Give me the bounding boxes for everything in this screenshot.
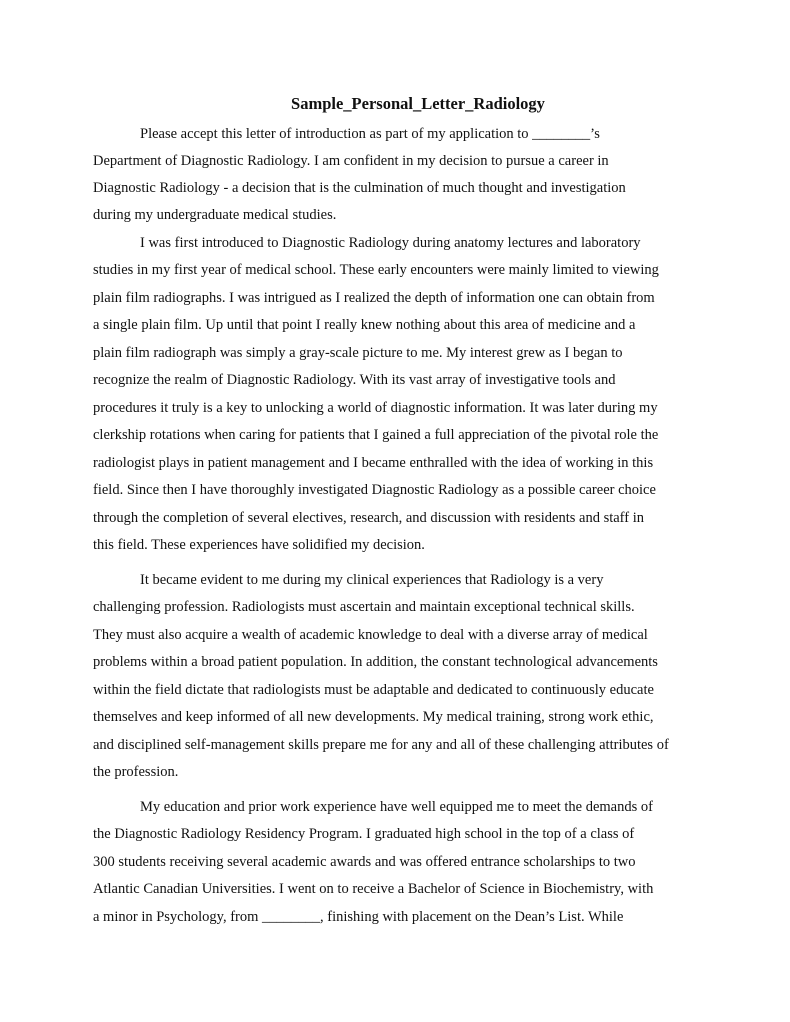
- paragraph-4-line-2: the Diagnostic Radiology Residency Program. I graduated high school in the top of a class of: [93, 826, 635, 842]
- paragraph-3-line-7: and disciplined self-management skills prepare me for any and all of these challenging attributes of: [93, 737, 669, 753]
- paragraph-3-line-6: themselves and keep informed of all new developments. My medical training, strong work ethic,: [93, 709, 654, 725]
- paragraph-2-line-10: field. Since then I have thoroughly investigated Diagnostic Radiology as a possible career choice: [93, 482, 656, 498]
- paragraph-2-line-11: through the completion of several electives, research, and discussion with residents and staff in: [93, 510, 644, 526]
- paragraph-4-line-5: a minor in Psychology, from ________, finishing with placement on the Dean’s List. While: [93, 909, 624, 925]
- paragraph-3-line-3: They must also acquire a wealth of academic knowledge to deal with a diverse array of medical: [93, 627, 648, 643]
- paragraph-1-line-3: Diagnostic Radiology - a decision that is the culmination of much thought and investigation: [93, 180, 626, 196]
- paragraph-3-line-4: problems within a broad patient population. In addition, the constant technological advancements: [93, 654, 658, 670]
- paragraph-4-line-1: My education and prior work experience have well equipped me to meet the demands of: [140, 799, 653, 815]
- paragraph-2-line-6: recognize the realm of Diagnostic Radiology. With its vast array of investigative tools and: [93, 372, 616, 388]
- paragraph-2-line-12: this field. These experiences have solidified my decision.: [93, 537, 425, 553]
- paragraph-1-line-2: Department of Diagnostic Radiology. I am confident in my decision to pursue a career in: [93, 153, 609, 169]
- paragraph-2-line-7: procedures it truly is a key to unlocking a world of diagnostic information. It was later during my: [93, 400, 658, 416]
- paragraph-3-line-8: the profession.: [93, 764, 179, 780]
- paragraph-1-line-1: Please accept this letter of introduction as part of my application to ________’s: [140, 126, 600, 142]
- paragraph-3-line-5: within the field dictate that radiologists must be adaptable and dedicated to continuously educate: [93, 682, 654, 698]
- paragraph-4-line-3: 300 students receiving several academic awards and was offered entrance scholarships to two: [93, 854, 636, 870]
- paragraph-2-line-4: a single plain film. Up until that point I really knew nothing about this area of medicine and a: [93, 317, 636, 333]
- paragraph-2-line-3: plain film radiographs. I was intrigued as I realized the depth of information one can obtain from: [93, 290, 655, 306]
- paragraph-3-line-1: It became evident to me during my clinical experiences that Radiology is a very: [140, 572, 604, 588]
- paragraph-2-line-2: studies in my first year of medical school. These early encounters were mainly limited to viewing: [93, 262, 659, 278]
- paragraph-2-line-1: I was first introduced to Diagnostic Radiology during anatomy lectures and laboratory: [140, 235, 641, 251]
- paragraph-3-line-2: challenging profession. Radiologists must ascertain and maintain exceptional technical skills.: [93, 599, 635, 615]
- document-title: Sample_Personal_Letter_Radiology: [291, 94, 545, 113]
- paragraph-2-line-5: plain film radiograph was simply a gray-scale picture to me. My interest grew as I began to: [93, 345, 623, 361]
- paragraph-4-line-4: Atlantic Canadian Universities. I went on to receive a Bachelor of Science in Biochemistry, with: [93, 881, 654, 897]
- paragraph-1-line-4: during my undergraduate medical studies.: [93, 207, 337, 223]
- paragraph-2-line-8: clerkship rotations when caring for patients that I gained a full appreciation of the pivotal role the: [93, 427, 659, 443]
- paragraph-2-line-9: radiologist plays in patient management and I became enthralled with the idea of working in this: [93, 455, 654, 471]
